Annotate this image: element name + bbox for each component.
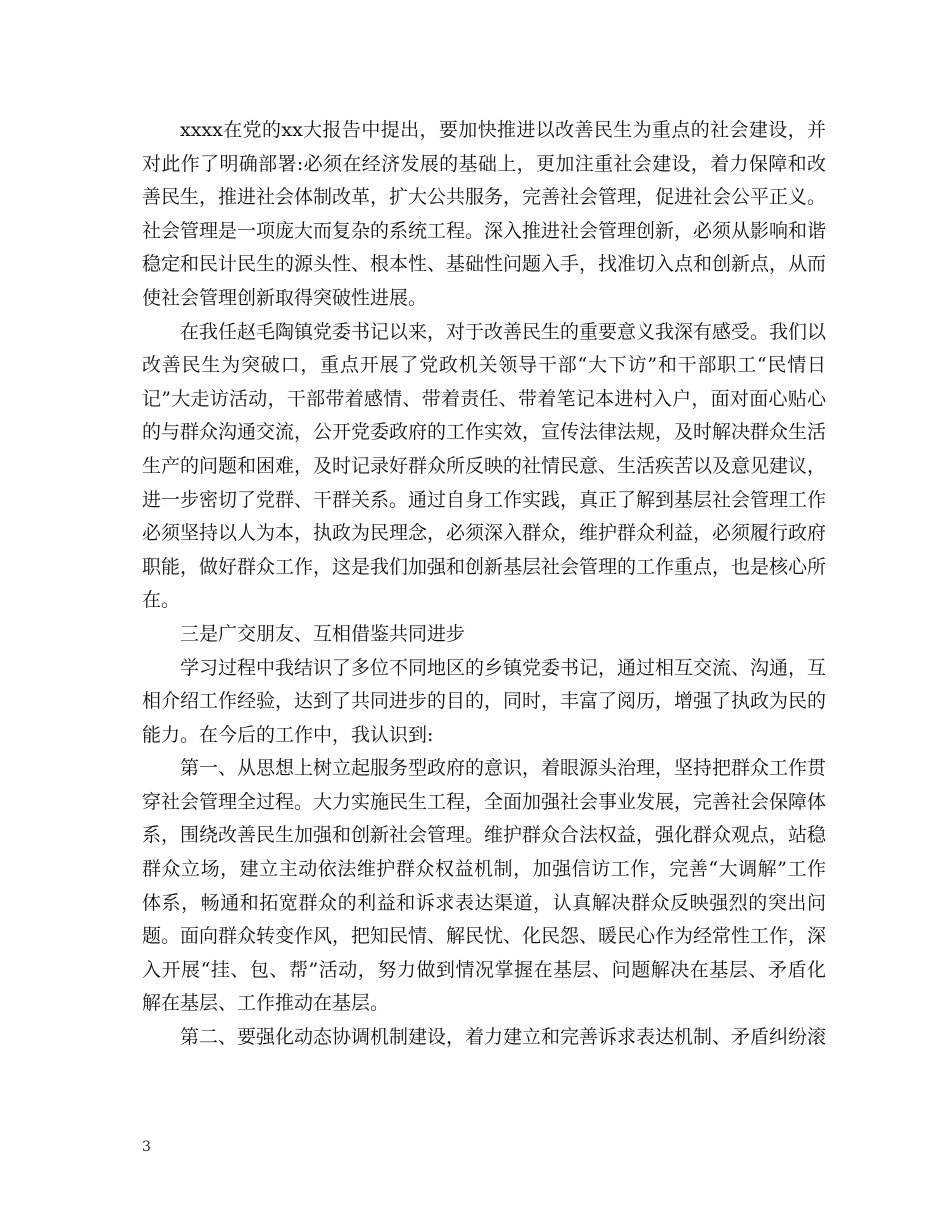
document-body bbox=[142, 114, 826, 1055]
paragraph-2: 在我任赵毛陶镇党委书记以来，对于改善民生的重要意义我深有感受。我们以改善民生为突破口，重点开展了党政机关领导干部“大下访”和干部职工“民情日记”大走访活动，干部带着感情、带着责任、带着笔记本进村入户，面对面心贴心的与群众沟通交流，公开党委政府的工作实效，宣传法律法规，及时解决群众生活生产的问题和困难，及时记录好群众所反映的社情民意、生活疾苦以及意见建议，进一步密切了党群、干群关系。通过自身工作实践，真正了解到基层社会管理工作必须坚持以人为本，执政为民理念，必须深入群众，维护群众利益，必须履行政府职能，做好群众工作，这是我们加强和创新基层社会管理的工作重点，也是核心所在。 bbox=[142, 320, 827, 612]
paragraph-1: xxxx在党的xx大报告中提出，要加快推进以改善民生为重点的社会建设，并对此作了明确部署:必须在经济发展的基础上，更加注重社会建设，着力保障和改善民生，推进社会体制改革，扩大公共服务，完善社会管理，促进社会公平正义。社会管理是一项庞大而复杂的系统工程。深入推进社会管理创新，必须从影响和谐稳定和民计民生的源头性、根本性、基础性问题入手，找准切入点和创新点，从而使社会管理创新取得突破性进展。 bbox=[142, 119, 827, 309]
section-heading: 三是广交朋友、互相借鉴共同进步 bbox=[180, 622, 466, 645]
paragraph-5: 第二、要强化动态协调机制建设，着力建立和完善诉求表达机制、矛盾纠纷滚 bbox=[180, 1026, 827, 1049]
paragraph-4: 第一、从思想上树立起服务型政府的意识，着眼源头治理，坚持把群众工作贯穿社会管理全过程。大力实施民生工程，全面加强社会事业发展，完善社会保障体系，围绕改善民生加强和创新社会管理。维护群众合法权益，强化群众观点，站稳群众立场，建立主动依法维护群众权益机制，加强信访工作，完善“大调解”工作体系，畅通和拓宽群众的利益和诉求表达渠道，认真解决群众反映强烈的突出问题。面向群众转变作风，把知民情、解民忧、化民怨、暖民心作为经常性工作，深入开展“挂、包、帮”活动，努力做到情况掌握在基层、问题解决在基层、矛盾化解在基层、工作推动在基层。 bbox=[142, 757, 827, 1015]
page-number: 3 bbox=[142, 1139, 151, 1155]
paragraph-3: 学习过程中我结识了多位不同地区的乡镇党委书记，通过相互交流、沟通，互相介绍工作经验，达到了共同进步的目的，同时，丰富了阅历，增强了执政为民的能力。在今后的工作中，我认识到: bbox=[142, 656, 827, 746]
